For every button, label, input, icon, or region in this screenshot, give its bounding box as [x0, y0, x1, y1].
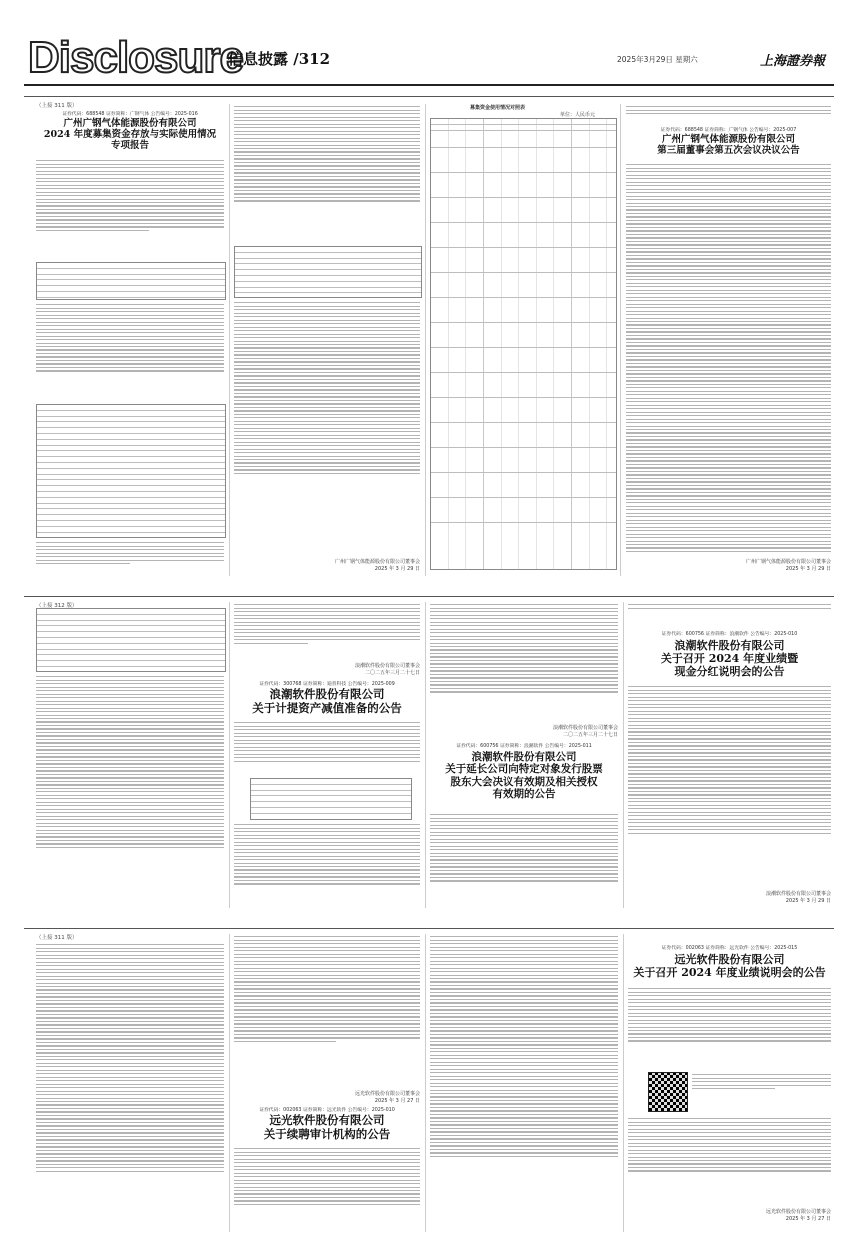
body-text	[36, 942, 224, 1230]
announcement-title: 浪潮软件股份有限公司 关于召开 2024 年度业绩暨 现金分红说明会的公告	[660, 639, 799, 678]
body-text	[36, 674, 224, 906]
continued-label: （上接 312 版）	[36, 603, 78, 609]
body-text	[628, 684, 831, 884]
body-text	[36, 302, 224, 402]
body-text	[234, 720, 420, 776]
announcement-code: 证券代码：300768 证券简称：迪普科技 公告编号：2025-009	[259, 682, 395, 687]
body-text	[628, 602, 831, 616]
body-text	[234, 934, 420, 1088]
fund-usage-table	[430, 118, 617, 570]
announcement-title: 广州广钢气体能源股份有限公司 第三届董事会第五次会议决议公告	[657, 134, 800, 157]
signature: 远光软件股份有限公司董事会 2025 年 3 月 27 日	[354, 1091, 420, 1104]
body-text	[430, 602, 618, 726]
body-text	[626, 104, 831, 122]
signature: 远光软件股份有限公司董事会 2025 年 3 月 27 日	[765, 1209, 831, 1222]
announcement-code: 证券代码：600756 证券简称：浪潮软件 公告编号：2025-011	[456, 744, 592, 749]
announcement-title: 远光软件股份有限公司 关于续聘审计机构的公告	[263, 1113, 391, 1141]
table-unit: 单位：人民币元	[560, 112, 596, 118]
signature: 广州广钢气体能源股份有限公司董事会 2025 年 3 月 29 日	[334, 559, 420, 572]
body-text	[430, 934, 618, 1224]
signature: 广州广钢气体能源股份有限公司董事会 2025 年 3 月 29 日	[745, 559, 831, 572]
newspaper-brand: 上海證券報	[760, 54, 826, 69]
body-text	[430, 812, 618, 906]
issue-date: 2025年3月29日 星期六	[617, 55, 698, 64]
announcement-title: 广州广钢气体能源股份有限公司 2024 年度募集资金存放与实际使用情况 专项报告	[43, 118, 217, 152]
announcement-code: 证券代码：688548 证券简称：广钢气体 公告编号：2025-016	[62, 112, 198, 117]
masthead-rule	[24, 84, 834, 86]
asset-table	[36, 608, 226, 672]
body-text	[36, 540, 224, 578]
body-text	[234, 300, 420, 554]
qr-code-icon	[648, 1072, 688, 1112]
announcement-title: 浪潮软件股份有限公司 关于计提资产减值准备的公告	[252, 687, 402, 715]
body-text	[234, 822, 420, 906]
announcement-code: 证券代码：600756 证券简称：浪潮软件 公告编号：2025-010	[661, 632, 798, 637]
announcement-title: 远光软件股份有限公司 关于召开 2024 年度业绩说明会的公告	[633, 953, 826, 979]
fund-summary-table	[36, 262, 226, 300]
body-text	[234, 104, 420, 244]
body-text	[626, 162, 831, 554]
bank-account-table	[36, 404, 226, 538]
cash-management-table	[234, 246, 422, 298]
body-text	[36, 158, 224, 258]
signature: 浪潮软件股份有限公司董事会 二〇二五年三月二十七日	[354, 663, 420, 676]
body-text	[234, 1146, 420, 1230]
continued-label: （上接 311 版）	[36, 103, 78, 109]
signature: 浪潮软件股份有限公司董事会 2025 年 3 月 29 日	[765, 891, 831, 904]
body-text	[628, 1116, 831, 1202]
continued-label: （上接 311 版）	[36, 935, 78, 941]
table-caption: 募集资金使用情况对照表	[470, 105, 526, 111]
announcement-code: 证券代码：688548 证券简称：广钢气体 公告编号：2025-007	[660, 128, 797, 133]
masthead-logo: Disclosure	[28, 33, 243, 82]
signature: 浪潮软件股份有限公司董事会 二〇二五年三月二十七日	[552, 725, 618, 738]
announcement-title: 浪潮软件股份有限公司 关于延长公司向特定对象发行股票 股东大会决议有效期及相关授权 有效期的公告	[445, 751, 603, 801]
body-text	[628, 986, 831, 1068]
announcement-code: 证券代码：002063 证券简称：远光软件 公告编号：2025-015	[661, 946, 798, 951]
body-text	[234, 602, 420, 660]
section-title: 信息披露 /312	[228, 50, 331, 68]
announcement-code: 证券代码：002063 证券简称：远光软件 公告编号：2025-010	[259, 1108, 395, 1113]
impairment-table	[250, 778, 412, 820]
body-text	[692, 1072, 831, 1110]
